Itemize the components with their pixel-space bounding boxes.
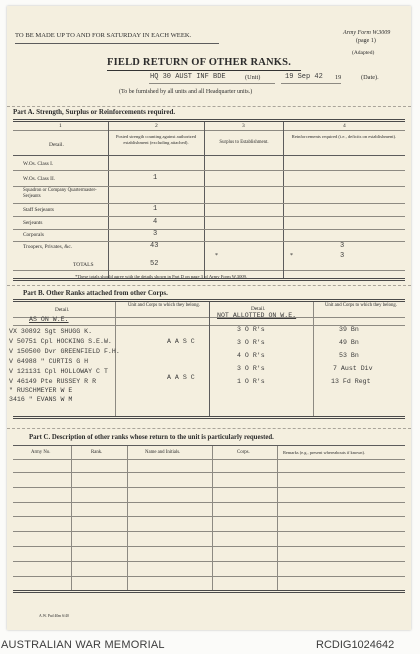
attached-entry: " RUSCHMEYER W E xyxy=(9,387,73,394)
not-allotted-unit: 13 Fd Regt xyxy=(331,378,371,385)
weekly-instruction: TO BE MADE UP TO AND FOR SATURDAY IN EACH WEEK. xyxy=(15,32,192,39)
form-reference: Army Form W.3009 xyxy=(343,30,391,36)
row-posted: 4 xyxy=(153,218,158,226)
not-allotted-unit: 39 Bn xyxy=(339,326,359,333)
archive-caption xyxy=(0,637,420,654)
totals-surplus: * xyxy=(215,253,218,259)
attached-entry: 3416 " EVANS W M xyxy=(9,396,73,403)
part-c-title: Part C. Description of other ranks whose return to the unit is particularly requested. xyxy=(29,434,274,441)
header-reinforcements: Reinforcements required (i.e., deficits on establishment). xyxy=(291,134,397,139)
col-number: 3 xyxy=(242,123,245,129)
row-posted: 1 xyxy=(153,205,158,213)
header-unit-corps: Unit and Corps to which they belong. xyxy=(127,303,201,308)
attached-corps: A A S C xyxy=(167,374,195,381)
attached-entry: V 121131 Cpl HOLLOWAY C T xyxy=(9,368,108,375)
header-detail: Detail. xyxy=(49,142,64,148)
header-posted-strength: Posted strength counting against authorized establishment (excluding attached). xyxy=(115,134,197,145)
section-divider xyxy=(7,285,411,286)
part-a-footnote: *These totals should agree with the details shown in Part D on page 3 of Army Form W.3009. xyxy=(75,274,248,279)
header-detail: Detail. xyxy=(55,307,70,313)
col-number: 1 xyxy=(59,123,62,129)
not-allotted-detail: 3 O R's xyxy=(237,365,265,372)
row-posted: 3 xyxy=(153,230,158,238)
adapted-note: (Adapted) xyxy=(352,50,375,56)
form-page: (page 1) xyxy=(356,38,376,44)
archive-record-id: RCDIG1024642 xyxy=(316,639,395,651)
date-value: 19 Sep 42 xyxy=(285,73,323,81)
row-detail: Serjeants xyxy=(23,220,43,226)
row-posted: 1 xyxy=(153,174,158,182)
col-number: 4 xyxy=(343,123,346,129)
date-year: 19 xyxy=(335,74,342,81)
row-reinforcements: 3 xyxy=(340,242,345,250)
attached-entry: VX 30892 Sgt SHUGG K. xyxy=(9,328,93,335)
not-allotted-detail: 3 O R's xyxy=(237,326,265,333)
section-divider xyxy=(7,106,411,107)
date-line xyxy=(281,83,341,84)
row-detail: W.Os. Class I. xyxy=(23,161,54,167)
header-surplus: Surplus to Establishment. xyxy=(219,140,269,145)
unit-line xyxy=(149,83,275,84)
header-name: Name and Initials. xyxy=(145,450,181,455)
attached-corps: A A S C xyxy=(167,338,195,345)
printer-imprint: A.W. Pad 40m 6/40 xyxy=(39,614,69,618)
not-allotted-unit: 7 Aust Div xyxy=(333,365,373,372)
attached-entry: V 46149 Pte RUSSEY R R xyxy=(9,378,97,385)
col-number: 2 xyxy=(155,123,158,129)
totals-label: TOTALS xyxy=(73,262,94,268)
row-detail: Squadron or Company Quartermaster-Serjeants xyxy=(23,188,97,199)
date-label: (Date). xyxy=(361,74,379,81)
form-title: FIELD RETURN OF OTHER RANKS. xyxy=(107,57,292,68)
not-allotted-detail: 1 O R's xyxy=(237,378,265,385)
totals-asterisk: * xyxy=(290,253,293,259)
header-rank: Rank. xyxy=(91,450,103,455)
not-allotted-unit: 53 Bn xyxy=(339,352,359,359)
row-detail: W.Os. Class II. xyxy=(23,176,56,182)
row-detail: Staff Serjeants xyxy=(23,207,54,213)
row-detail: Corporals xyxy=(23,232,44,238)
part-a-title: Part A. Strength, Surplus or Reinforcements required. xyxy=(13,108,176,116)
totals-reinforcements: 3 xyxy=(340,252,345,260)
not-allotted-heading: NOT ALLOTTED ON W.E. xyxy=(217,312,297,319)
not-allotted-unit: 49 Bn xyxy=(339,339,359,346)
section-divider xyxy=(7,428,411,429)
title-underline xyxy=(107,70,301,71)
attached-entry: V 64988 " CURTIS G H xyxy=(9,358,89,365)
not-allotted-detail: 4 O R's xyxy=(237,352,265,359)
unit-label: (Unit) xyxy=(245,74,261,81)
form-sheet xyxy=(7,6,411,630)
instruction-underline xyxy=(15,43,219,44)
header-detail: Detail. xyxy=(251,306,266,312)
furnish-note: (To be furnished by all units and all Headquarter units.) xyxy=(119,89,253,95)
archive-name: AUSTRALIAN WAR MEMORIAL xyxy=(1,639,165,651)
row-posted: 43 xyxy=(150,242,159,250)
not-allotted-detail: 3 O R's xyxy=(237,339,265,346)
attached-entry: V 50751 Cpl HOCKING S.E.W. xyxy=(9,338,112,345)
header-corps: Corps. xyxy=(237,450,250,455)
totals-posted: 52 xyxy=(150,260,159,268)
header-unit-corps: Unit and Corps to which they belong. xyxy=(324,303,398,308)
attached-entry: V 150500 Dvr GREENFIELD F.H. xyxy=(9,348,120,355)
row-detail: Troopers, Privates, &c. xyxy=(23,244,73,250)
attached-heading: AS ON W.E. xyxy=(29,316,69,323)
header-army-no: Army No. xyxy=(31,450,51,455)
part-b-title: Part B. Other Ranks attached from other Corps. xyxy=(23,289,168,297)
unit-value: HQ 30 AUST INF BDE xyxy=(150,73,226,81)
header-remarks: Remarks (e.g., present whereabouts if known). xyxy=(283,450,366,455)
